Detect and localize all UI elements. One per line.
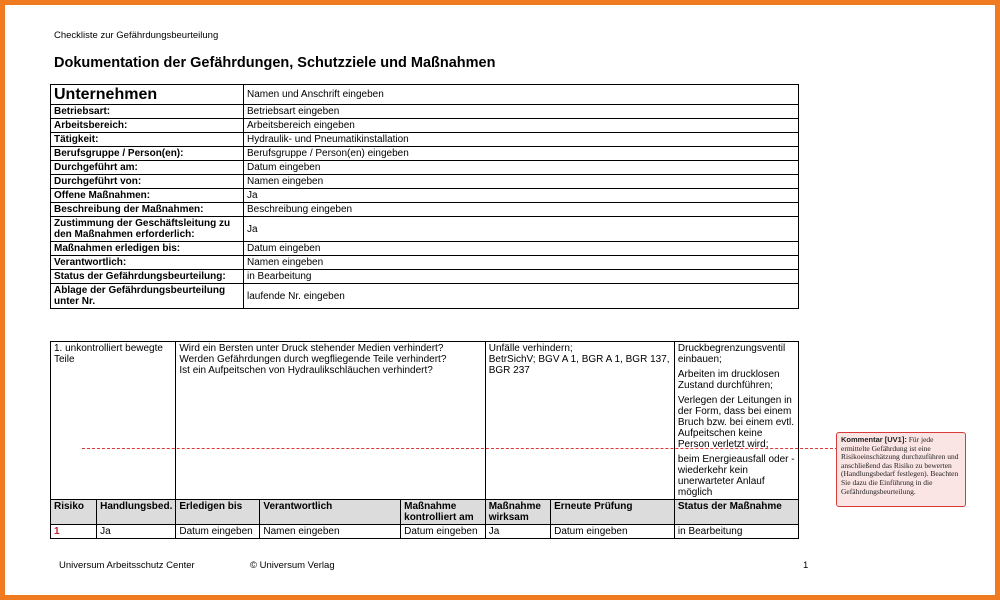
info-key: Maßnahmen erledigen bis:: [51, 242, 244, 256]
header-recheck: Erneute Prüfung: [551, 500, 675, 525]
info-key: Tätigkeit:: [51, 133, 244, 147]
measure-line: Verlegen der Leitungen in der Form, dass bei einem Bruch bzw. bei einem evtl. Aufpeitschen keine Person verletzt wird;: [677, 395, 795, 450]
info-value[interactable]: laufende Nr. eingeben: [244, 284, 799, 309]
info-key: Berufsgruppe / Person(en):: [51, 147, 244, 161]
info-key: Unternehmen: [51, 85, 244, 105]
info-value[interactable]: Datum eingeben: [244, 161, 799, 175]
hazard-row: [51, 342, 799, 500]
info-row: [51, 242, 799, 256]
measure-value-row: [51, 525, 799, 539]
hazard-title: 1. unkontrolliert bewegte Teile: [51, 342, 176, 500]
due-date-value[interactable]: Datum eingeben: [176, 525, 260, 539]
protection-goal-line: Unfälle verhindern;: [488, 343, 573, 354]
risk-value[interactable]: 1: [51, 525, 97, 539]
hazard-question: Wird ein Bersten unter Druck stehender Medien verhindert?: [179, 343, 444, 354]
measure-line: beim Energieausfall oder -wiederkehr kein unerwarteter Anlauf möglich: [677, 454, 795, 498]
info-value[interactable]: Beschreibung eingeben: [244, 203, 799, 217]
info-value[interactable]: Arbeitsbereich eingeben: [244, 119, 799, 133]
info-row: [51, 175, 799, 189]
info-key: Verantwortlich:: [51, 256, 244, 270]
hazard-questions: [176, 342, 485, 500]
info-key: Durchgeführt am:: [51, 161, 244, 175]
status-value[interactable]: in Bearbeitung: [674, 525, 798, 539]
info-row: [51, 217, 799, 242]
info-value[interactable]: Ja: [244, 217, 799, 242]
info-row: [51, 147, 799, 161]
hazard-measures-table: [50, 341, 799, 539]
header-risk: Risiko: [51, 500, 97, 525]
measure-line: Druckbegrenzungsventil einbauen;: [677, 343, 786, 365]
info-key: Betriebsart:: [51, 105, 244, 119]
document-header: Checkliste zur Gefährdungsbeurteilung: [54, 30, 219, 41]
document-title: Dokumentation der Gefährdungen, Schutzziele und Maßnahmen: [54, 55, 496, 71]
info-key: Beschreibung der Maßnahmen:: [51, 203, 244, 217]
comment-connector-line: [82, 448, 838, 449]
info-key: Offene Maßnahmen:: [51, 189, 244, 203]
recheck-value[interactable]: Datum eingeben: [551, 525, 675, 539]
responsible-value[interactable]: Namen eingeben: [260, 525, 401, 539]
info-row: [51, 85, 799, 105]
header-responsible: Verantwortlich: [260, 500, 401, 525]
info-row: [51, 119, 799, 133]
protection-goals: [485, 342, 674, 500]
header-effective: Maßnahme wirksam: [485, 500, 550, 525]
header-due-date: Erledigen bis: [176, 500, 260, 525]
footer-publisher: © Universum Verlag: [250, 560, 335, 571]
info-value[interactable]: Namen eingeben: [244, 256, 799, 270]
header-checked-on: Maßnahme kontrolliert am: [401, 500, 486, 525]
info-key: Zustimmung der Geschäftsleitung zu den Maßnahmen erforderlich:: [51, 217, 244, 242]
info-row: [51, 256, 799, 270]
protection-goal-line: BetrSichV; BGV A 1, BGR A 1, BGR 137, BGR 237: [488, 354, 670, 376]
info-value[interactable]: Namen und Anschrift eingeben: [244, 85, 799, 105]
header-status: Status der Maßnahme: [674, 500, 798, 525]
info-value[interactable]: Ja: [244, 189, 799, 203]
info-value[interactable]: Datum eingeben: [244, 242, 799, 256]
info-row: [51, 189, 799, 203]
info-key: Status der Gefährdungsbeurteilung:: [51, 270, 244, 284]
comment-label: Kommentar [UV1]:: [841, 435, 907, 444]
info-row: [51, 284, 799, 309]
checked-on-value[interactable]: Datum eingeben: [401, 525, 486, 539]
info-row: [51, 105, 799, 119]
info-value[interactable]: in Bearbeitung: [244, 270, 799, 284]
measure-header-row: [51, 500, 799, 525]
info-value[interactable]: Namen eingeben: [244, 175, 799, 189]
info-value[interactable]: Betriebsart eingeben: [244, 105, 799, 119]
info-row: [51, 133, 799, 147]
info-row: [51, 270, 799, 284]
comment-text: Für jede ermittelte Gefährdung ist eine Risikoeinschätzung durchzuführen und anschließend das Risiko zu bewerten (Handlungsbedarf festlegen). Beachten Sie dazu die Einführung in die Gefährdungsbeurteilung.: [841, 435, 959, 496]
measures-description: [674, 342, 798, 500]
comment-balloon[interactable]: [836, 432, 966, 507]
hazard-question: Ist ein Aufpeitschen von Hydraulikschläuchen verhindert?: [179, 365, 433, 376]
info-row: [51, 161, 799, 175]
header-action-needed: Handlungsbed.: [97, 500, 176, 525]
info-key: Ablage der Gefährdungsbeurteilung unter Nr.: [51, 284, 244, 309]
effective-value[interactable]: Ja: [485, 525, 550, 539]
info-row: [51, 203, 799, 217]
info-value[interactable]: Berufsgruppe / Person(en) eingeben: [244, 147, 799, 161]
company-info-table: [50, 84, 799, 309]
footer-left: Universum Arbeitsschutz Center: [59, 560, 195, 571]
hazard-question: Werden Gefährdungen durch wegfliegende Teile verhindert?: [179, 354, 447, 365]
info-key: Arbeitsbereich:: [51, 119, 244, 133]
action-needed-value[interactable]: Ja: [97, 525, 176, 539]
info-key: Durchgeführt von:: [51, 175, 244, 189]
measure-line: Arbeiten im drucklosen Zustand durchführen;: [677, 369, 780, 391]
footer-page-number: 1: [803, 560, 809, 571]
info-value[interactable]: Hydraulik- und Pneumatikinstallation: [244, 133, 799, 147]
